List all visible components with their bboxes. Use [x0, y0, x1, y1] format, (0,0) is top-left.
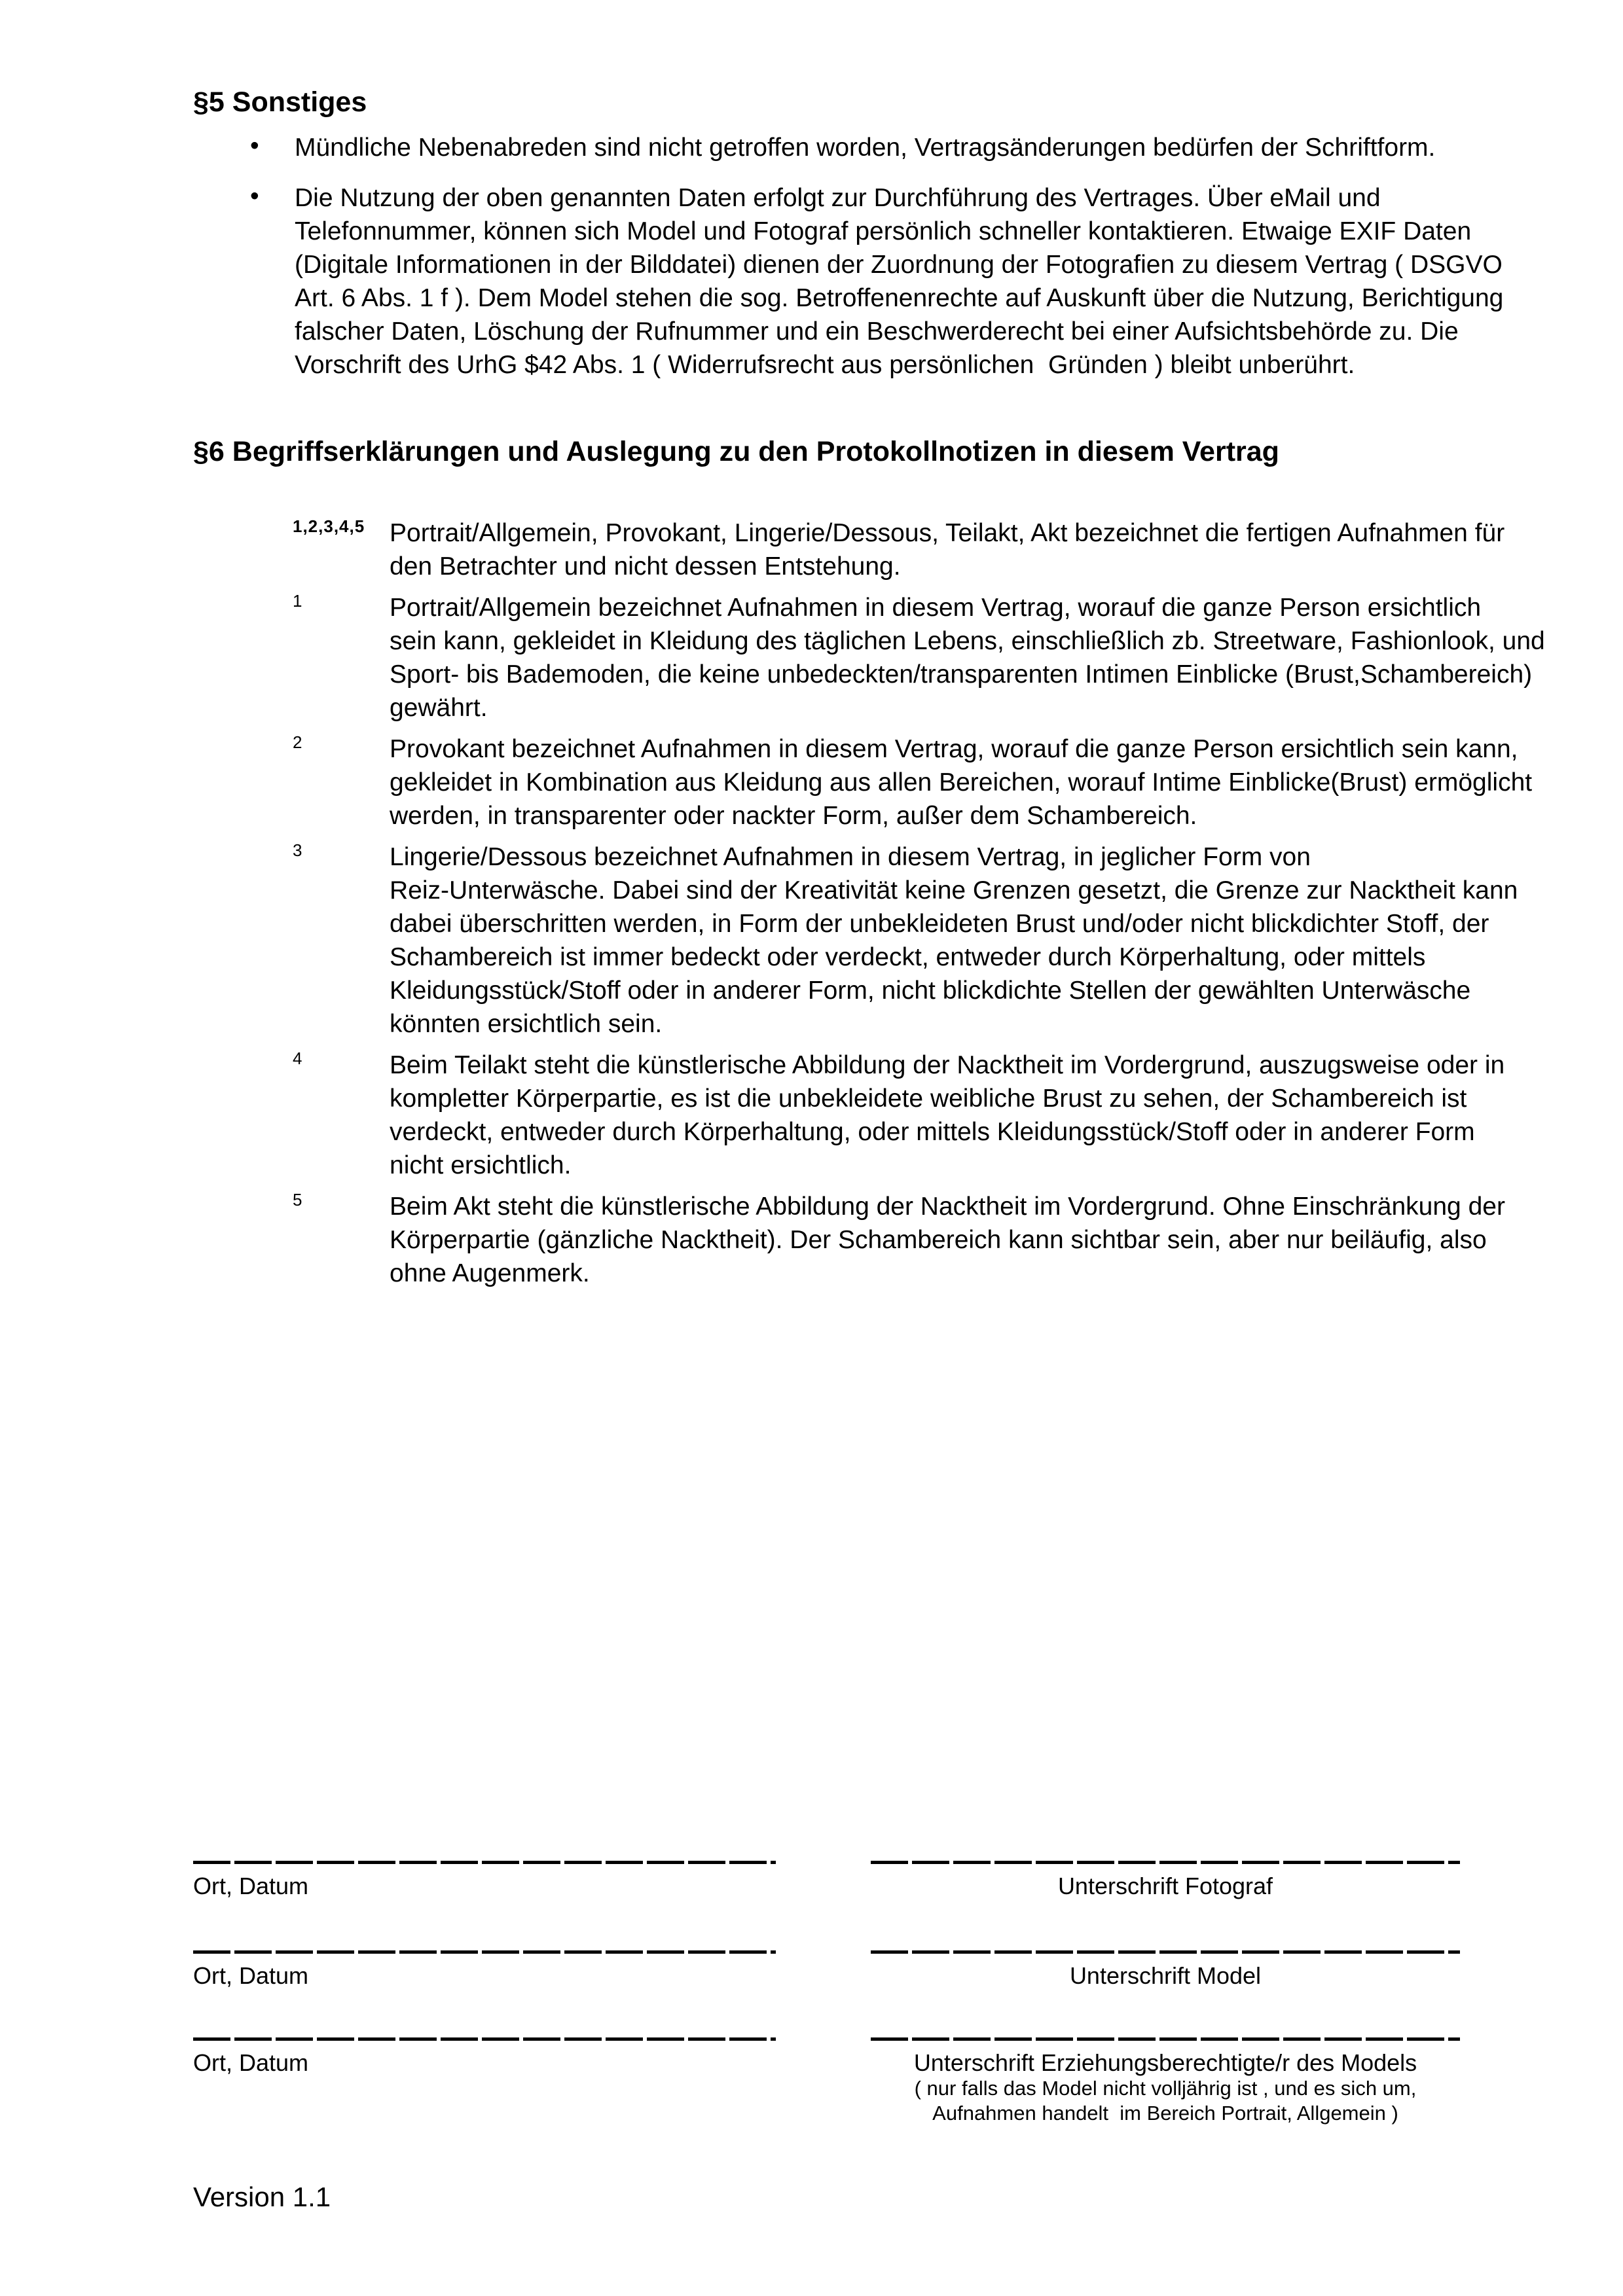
- footnote-text: [390, 840, 1542, 1041]
- signature-left-cell: [193, 2037, 776, 2076]
- footnote-item: [193, 591, 1545, 725]
- text-line: werden, in transparenter oder nackter Form, außer dem Schambereich.: [390, 802, 1197, 830]
- signature-label: Unterschrift Model: [1069, 1962, 1262, 1989]
- text-line: Lingerie/Dessous bezeichnet Aufnahmen in diesem Vertrag, in jeglicher Form von: [390, 843, 1311, 871]
- signature-label: Ort, Datum: [193, 2049, 309, 2076]
- text-line: verdeckt, entweder durch Körperhaltung, oder mittels Kleidungsstück/Stoff oder in anderer Form: [390, 1118, 1475, 1146]
- signature-right-cell: [871, 1861, 1460, 1899]
- text-line: (Digitale Informationen in der Bilddatei) dienen der Zuordnung der Fotografien zu diesem Vertrag ( DSGVO: [295, 251, 1503, 279]
- section-5: [193, 84, 1542, 399]
- footnote-text: [390, 1049, 1542, 1182]
- signature-right-cell: [871, 1950, 1460, 1989]
- section-5-title: §5 Sonstiges: [193, 86, 367, 118]
- version-label: Version 1.1: [193, 2181, 331, 2212]
- footnote-marker: 1,2,3,4,5: [293, 516, 365, 536]
- text-line: den Betrachter und nicht dessen Entstehung.: [390, 552, 901, 581]
- text-line: Schambereich ist immer bedeckt oder verdeckt, entweder durch Körperhaltung, oder mittels: [390, 943, 1426, 971]
- footnote-item: [193, 1049, 1542, 1182]
- paragraph: [295, 181, 1542, 382]
- footnote-item: [193, 516, 1542, 583]
- footnote-item: [193, 1190, 1542, 1290]
- text-line: falscher Daten, Löschung der Rufnummer und ein Beschwerderecht bei einer Aufsichtsbehörde zu. Die: [295, 317, 1459, 346]
- text-line: Art. 6 Abs. 1 f ). Dem Model stehen die sog. Betroffenenrechte auf Auskunft über die Nutzung, Berichtigung: [295, 284, 1504, 312]
- text-line: Reiz-Unterwäsche. Dabei sind der Kreativität keine Grenzen gesetzt, die Grenze zur Nacktheit kann: [390, 876, 1518, 905]
- footnote-marker: 5: [293, 1190, 303, 1210]
- text-line: Provokant bezeichnet Aufnahmen in diesem Vertrag, worauf die ganze Person ersichtlich sein kann,: [390, 735, 1518, 763]
- signature-line: [193, 2037, 776, 2041]
- signature-line: [193, 1861, 776, 1864]
- signature-line: [871, 2037, 1460, 2041]
- text-line: dabei überschritten werden, in Form der unbekleideten Brust und/oder nicht blickdichter Stoff, der: [390, 910, 1489, 938]
- footnote-list: [193, 516, 1545, 1290]
- footnote-text: [390, 732, 1542, 833]
- signature-right-cell: [871, 2037, 1460, 2126]
- footnote-text: [390, 591, 1545, 725]
- signature-line: [871, 1861, 1460, 1864]
- text-line: Körperpartie (gänzliche Nacktheit). Der Schambereich kann sichtbar sein, aber nur beiläufig, also: [390, 1226, 1487, 1254]
- footnote-marker: 3: [293, 840, 303, 860]
- signature-line: [871, 1950, 1460, 1954]
- text-line: nicht ersichtlich.: [390, 1151, 572, 1179]
- signature-left-cell: [193, 1950, 776, 1989]
- bullet-icon: •: [250, 132, 259, 160]
- text-line: Kleidungsstück/Stoff oder in anderer Form, nicht blickdichte Stellen der gewählten Unterwäsche: [390, 977, 1471, 1005]
- text-line: sein kann, gekleidet in Kleidung des täglichen Lebens, einschließlich zb. Streetware, Fashionlook, und: [390, 627, 1545, 655]
- signature-block: [193, 1861, 1460, 2168]
- text-line: kompletter Körperpartie, es ist die unbekleidete weibliche Brust zu sehen, der Schambereich ist: [390, 1085, 1467, 1113]
- text-line: gekleidet in Kombination aus Kleidung aus allen Bereichen, worauf Intime Einblicke(Brust) ermöglicht: [390, 768, 1533, 797]
- text-line: Beim Teilakt steht die künstlerische Abbildung der Nacktheit im Vordergrund, auszugsweise oder in: [390, 1051, 1505, 1079]
- signature-label: Ort, Datum: [193, 1873, 309, 1899]
- text-line: könnten ersichtlich sein.: [390, 1010, 663, 1038]
- footnote-text: [390, 1190, 1542, 1290]
- signature-label: Unterschrift Fotograf: [1057, 1873, 1273, 1899]
- footnote-item: [193, 732, 1542, 833]
- text-line: Vorschrift des UrhG $42 Abs. 1 ( Widerrufsrecht aus persönlichen Gründen ) bleibt unberührt.: [295, 351, 1355, 379]
- section-6-title: §6 Begriffserklärungen und Auslegung zu den Protokollnotizen in diesem Vertrag: [193, 436, 1279, 467]
- text-line: Mündliche Nebenabreden sind nicht getroffen worden, Vertragsänderungen bedürfen der Schriftform.: [295, 134, 1436, 162]
- footnote-item: [193, 840, 1542, 1041]
- section-5-bullet-list: [193, 131, 1542, 382]
- text-line: Aufnahmen handelt im Bereich Portrait, Allgemein ): [932, 2102, 1398, 2125]
- text-line: Telefonnummer, können sich Model und Fotograf persönlich schneller kontaktieren. Etwaige EXIF Daten: [295, 217, 1472, 245]
- footnote-marker: 2: [293, 732, 303, 752]
- text-line: Beim Akt steht die künstlerische Abbildung der Nacktheit im Vordergrund. Ohne Einschränkung der: [390, 1193, 1505, 1221]
- signature-note: [871, 2076, 1460, 2126]
- footnote-marker: 1: [293, 591, 303, 611]
- bullet-icon: •: [250, 182, 259, 210]
- signature-left-cell: [193, 1861, 776, 1899]
- text-line: Die Nutzung der oben genannten Daten erfolgt zur Durchführung des Vertrages. Über eMail und: [295, 184, 1381, 212]
- text-line: Portrait/Allgemein bezeichnet Aufnahmen in diesem Vertrag, worauf die ganze Person ersichtlich: [390, 594, 1482, 622]
- signature-line: [193, 1950, 776, 1954]
- section-6: [193, 433, 1545, 1298]
- text-line: Portrait/Allgemein, Provokant, Lingerie/Dessous, Teilakt, Akt bezeichnet die fertigen Aufnahmen für: [390, 519, 1505, 547]
- footnote-marker: 4: [293, 1049, 303, 1068]
- paragraph: [295, 131, 1542, 164]
- text-line: gewährt.: [390, 694, 488, 722]
- footnote-text: [390, 516, 1542, 583]
- signature-label: Ort, Datum: [193, 1962, 309, 1989]
- text-line: Sport- bis Bademoden, die keine unbedeckten/transparenten Intimen Einblicke (Brust,Schambereich): [390, 660, 1533, 689]
- bullet-item: [193, 131, 1542, 164]
- text-line: ohne Augenmerk.: [390, 1259, 590, 1287]
- signature-label: Unterschrift Erziehungsberechtigte/r des Models: [913, 2049, 1417, 2076]
- bullet-item: [193, 181, 1542, 382]
- text-line: ( nur falls das Model nicht volljährig ist , und es sich um,: [914, 2077, 1417, 2100]
